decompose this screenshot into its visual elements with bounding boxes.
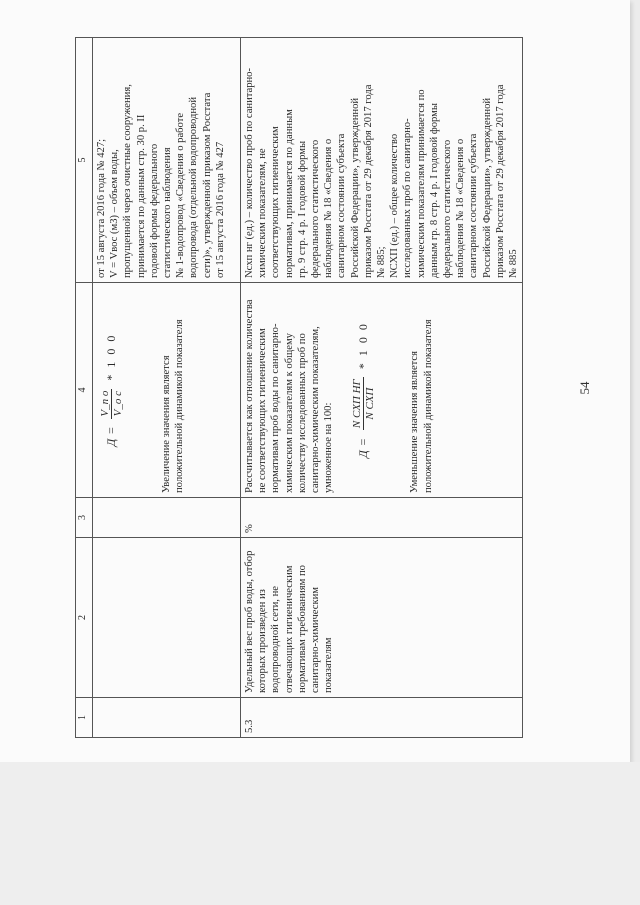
source-line: принимается по данным стр. 30 р. II: [135, 114, 147, 278]
cell-unit: [93, 498, 241, 538]
formula: Д = N СХП НГ N СХП * 1 0 0: [351, 322, 377, 458]
cell-method: [93, 283, 241, 498]
indicator-table: [75, 37, 523, 738]
table-row: [241, 38, 523, 738]
source-line: водопровода (отдельной водопроводной: [188, 96, 200, 278]
source-line: V = Vвос (м3) – объем воды,: [109, 149, 121, 278]
formula-numerator: V_п о: [99, 390, 111, 417]
formula-lhs: Д: [103, 438, 118, 447]
formula-numerator: N СХП НГ: [351, 379, 364, 429]
source-line: исследованных проб по санитарно-: [402, 118, 414, 278]
page-number: 54: [577, 381, 592, 395]
cell-source: [93, 38, 241, 283]
source-line: № 885: [508, 249, 520, 278]
source-line: санитарном состоянии субъекта: [468, 133, 480, 278]
source-line: № 885;: [376, 246, 388, 278]
source-line: от 15 августа 2016 года № 427;: [96, 138, 107, 278]
method-text: Рассчитывается как отношение количества не соответствующих гигиеническим нормативам проб воды по санитарно-химическим показателям к общему количеству исследованных проб по санитарно-химическим показателям, умноженное на 100:: [244, 299, 335, 493]
source-line: NСХП (ед.) – общее количество: [389, 133, 401, 278]
formula-fraction: [351, 377, 376, 430]
source-line: годовой формы федерального: [148, 143, 160, 278]
formula-lhs: Д: [356, 450, 371, 458]
cell-source: [241, 38, 523, 283]
source-line: химическим показателям принимается по: [415, 89, 427, 278]
source-line: данным гр. 8 стр. 4 р. I годовой формы: [428, 103, 440, 278]
formula-factor: * 1 0 0: [103, 333, 118, 381]
formula-factor: * 1 0 0: [356, 322, 371, 370]
column-number-row: [76, 38, 93, 738]
cell-name: Удельный вес проб воды, отбор которых произведен из водопроводной сети, не отвечающих гигиеническим нормативам требованиям по санитарно-химическим показателям: [241, 538, 523, 698]
dynamics-note: Уменьшение значения является положительной динамикой показателя: [409, 319, 434, 493]
column-header: 1: [76, 698, 93, 738]
cell-number: [93, 698, 241, 738]
cell-method: [241, 283, 523, 498]
cell-unit: %: [241, 498, 523, 538]
source-line: Nсхп нг (ед.) – количество проб по санитарно-: [244, 67, 255, 278]
column-header: 5: [76, 38, 93, 283]
source-line: санитарном состоянии субъекта: [336, 133, 348, 278]
source-line: федерального статистического: [310, 139, 322, 278]
source-line: Российской Федерации», утвержденной: [481, 97, 493, 278]
source-line: гр. 9 стр. 4 р. I годовой формы: [296, 140, 308, 278]
formula-denominator: V_о с: [112, 390, 124, 417]
cell-number: 5.3: [241, 698, 523, 738]
source-line: соответствующих гигиеническим: [270, 126, 282, 278]
source-line: наблюдения № 18 «Сведения о: [455, 138, 467, 278]
source-line: Российской Федерации», утвержденной: [349, 97, 361, 278]
dynamics-note: Увеличение значения является положительной динамикой показателя: [161, 319, 186, 493]
source-line: № 1-водопровод «Сведения о работе: [175, 112, 187, 278]
source-line: наблюдения № 18 «Сведения о: [323, 138, 335, 278]
column-header: 2: [76, 538, 93, 698]
cell-name: [93, 538, 241, 698]
source-line: федерального статистического: [442, 139, 454, 278]
formula: Д = V_п о V_о с * 1 0 0: [99, 333, 124, 447]
source-line: сети)», утвержденной приказом Росстата: [201, 92, 213, 278]
rotated-page-content: [75, 38, 635, 738]
source-line: статистического наблюдения: [162, 147, 174, 278]
source-line: приказом Росстата от 29 декабря 2017 года: [362, 84, 374, 278]
formula-denominator: N СХП: [364, 387, 377, 420]
source-line: приказом Росстата от 29 декабря 2017 года: [494, 84, 506, 278]
source-line: от 15 августа 2016 года № 427: [214, 141, 226, 278]
source-line: пропущенной через очистные сооружения,: [122, 84, 134, 278]
source-line: нормативам, принимается по данным: [283, 109, 295, 278]
column-header: 4: [76, 283, 93, 498]
column-header: 3: [76, 498, 93, 538]
source-line: химическим показателям, не: [257, 148, 269, 278]
scan-background: [0, 762, 640, 905]
formula-fraction: [99, 389, 124, 419]
table-row: [93, 38, 241, 738]
